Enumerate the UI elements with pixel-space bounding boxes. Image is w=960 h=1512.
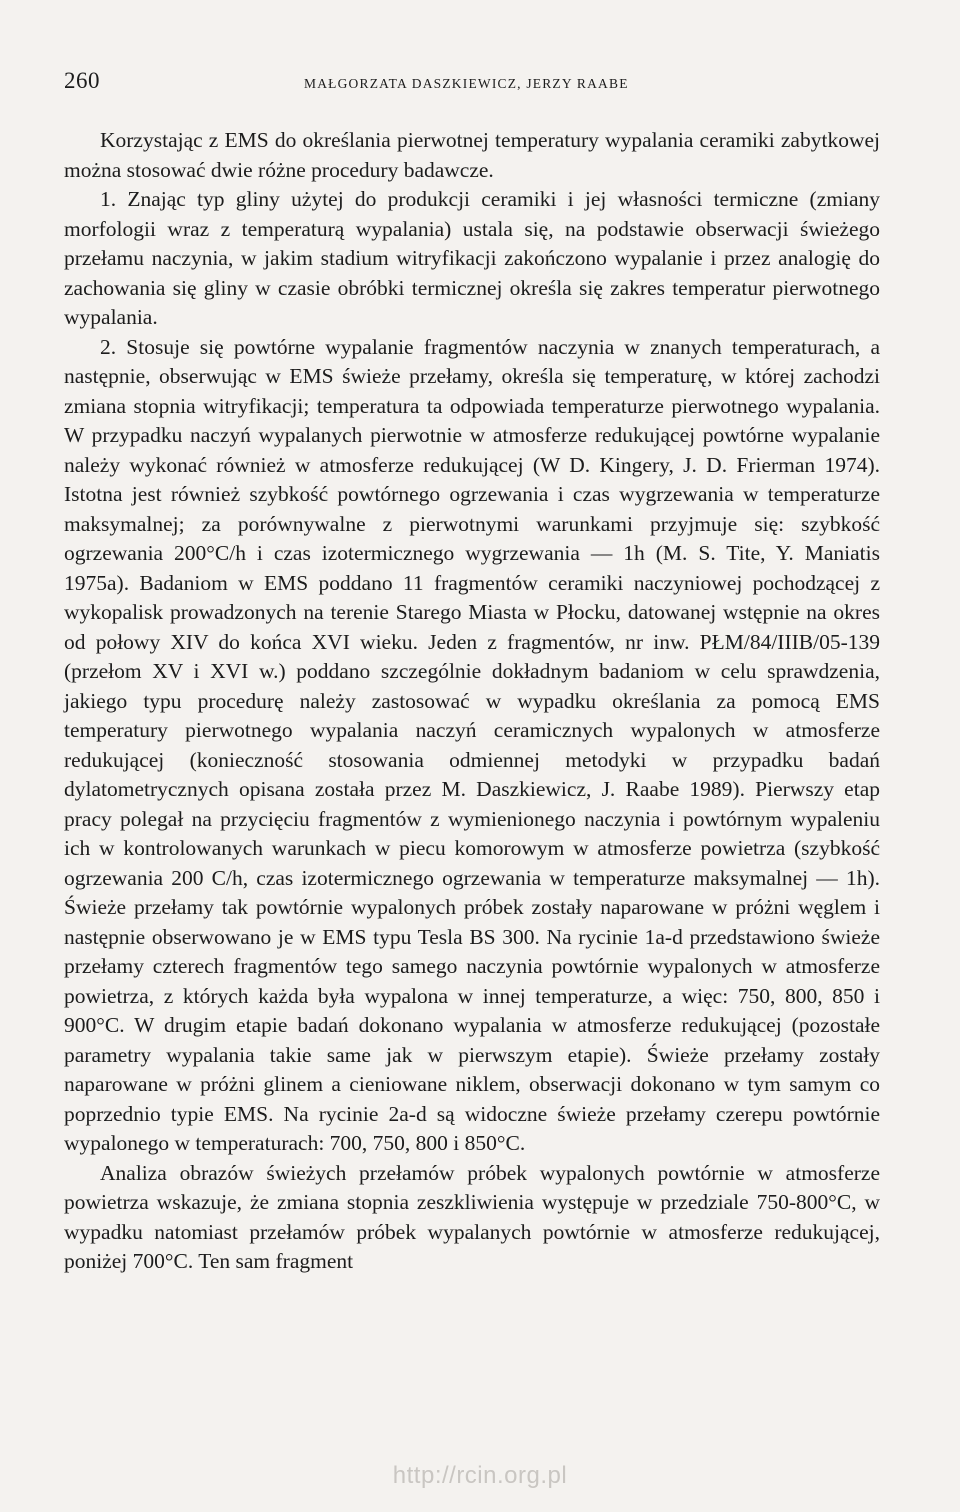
page-header: [64, 64, 884, 104]
body-text: [64, 126, 880, 1277]
watermark-url[interactable]: http://rcin.org.pl: [392, 1462, 568, 1489]
paragraph-procedure-1: 1. Znając typ gliny użytej do produkcji ceramiki i jej własności termiczne (zmiany morfologii wraz z temperaturą wypalania) ustala się, na podstawie obserwacji świeżego przełamu naczynia, w jakim stadium witryfikacji zakończono wypalanie i przez analogię do zachowania się gliny w czasie obróbki termicznej określa się zakres temperatur pierwotnego wypalania.: [64, 187, 880, 329]
running-head: MAŁGORZATA DASZKIEWICZ, JERZY RAABE: [304, 76, 629, 91]
page-number: 260: [64, 68, 100, 93]
paragraph-procedure-2: 2. Stosuje się powtórne wypalanie fragmentów naczynia w znanych temperaturach, a następnie, obserwując w EMS świeże przełamy, określa się temperaturę, w której zachodzi zmiana stopnia witryfikacji; temperatura ta odpowiada temperaturze pierwotnego wypalania. W przypadku naczyń wypalanych pierwotnie w atmosferze redukującej powtórne wypalanie należy wykonać również w atmosferze redukującej (W D. Kingery, J. D. Frierman 1974). Istotna jest również szybkość powtórnego ogrzewania i czas wygrzewania w temperaturze maksymalnej; za porównywalne z pierwotnymi warunkami przyjmuje się: szybkość ogrzewania 200°C/h i czas izotermicznego wygrzewania — 1h (M. S. Tite, Y. Maniatis 1975a). Badaniom w EMS poddano 11 fragmentów ceramiki naczyniowej pochodzącej z wykopalisk prowadzonych na terenie Starego Miasta w Płocku, datowanej wstępnie na okres od połowy XIV do końca XVI wieku. Jeden z fragmentów, nr inw. PŁM/84/IIIB/05-139 (przełom XV i XVI w.) poddano szczególnie dokładnym badaniom w celu sprawdzenia, jakiego typu procedurę należy zastosować w wypadku określania za pomocą EMS temperatury pierwotnego wypalania naczyń ceramicznych wypalonych w atmosferze redukującej (konieczność stosowania odmiennej metodyki w przypadku badań dylatometrycznych opisana została przez M. Daszkiewicz, J. Raabe 1989). Pierwszy etap pracy polegał na przycięciu fragmentów z wymienionego naczynia i powtórnym wypaleniu ich w kontrolowanych warunkach w piecu komorowym w atmosferze powietrza (szybkość ogrzewania 200 C/h, czas izotermicznego ogrzewania w temperaturze maksymalnej — 1h). Świeże przełamy tak powtórnie wypalonych próbek zostały naparowane w próżni węglem i następnie obserwowano je w EMS typu Tesla BS 300. Na rycinie 1a-d przedstawiono świeże przełamy czterech fragmentów tego samego naczynia powtórnie wypalonych w atmosferze powietrza, z których każda była wypalona w innej temperaturze, a więc: 750, 800, 850 i 900°C. W drugim etapie badań dokonano wypalania w atmosferze redukującej (pozostałe parametry wypalania takie same jak w pierwszym etapie). Świeże przełamy zostały naparowane w próżni glinem a cieniowane niklem, obserwacji dokonano w tym samym co poprzednio typie EMS. Na rycinie 2a-d są widoczne świeże przełamy czerepu powtórnie wypalonego w temperaturach: 700, 750, 800 i 850°C.: [64, 334, 880, 1155]
paragraph-intro: Korzystając z EMS do określania pierwotnej temperatury wypalania ceramiki zabytkowej można stosować dwie różne procedury badawcze.: [64, 128, 880, 182]
paragraph-analysis: Analiza obrazów świeżych przełamów próbek wypalonych powtórnie w atmosferze powietrza wskazuje, że zmiana stopnia zeszkliwienia występuje w przedziale 750-800°C, w wypadku natomiast przełamów próbek wypalanych powtórnie w atmosferze redukującej, poniżej 700°C. Ten sam fragment: [64, 1160, 880, 1273]
